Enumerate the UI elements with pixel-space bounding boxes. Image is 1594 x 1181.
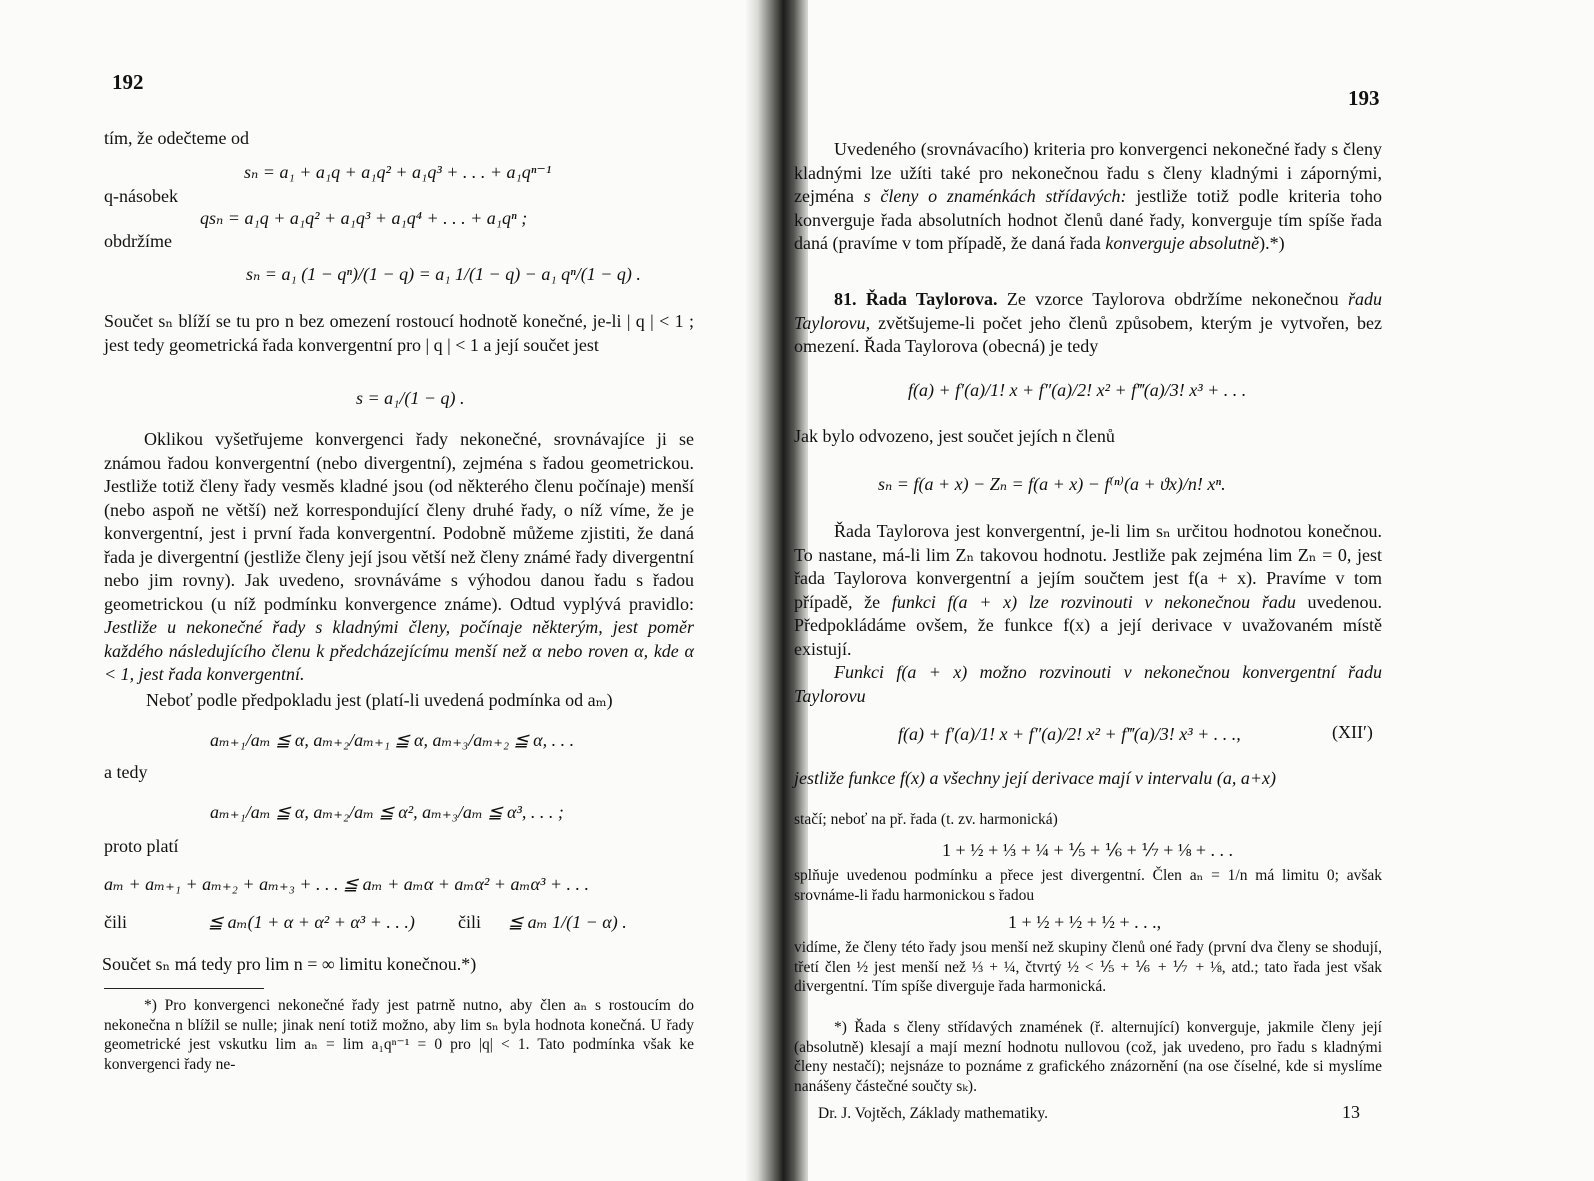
section-81 (794, 288, 1382, 359)
paragraph (794, 520, 1382, 708)
paragraph-text: zvětšujeme-li počet jeho členů způsobem, kterým je vytvořen, bez omezení. Řada Taylorova (obecná) je tedy (794, 312, 1382, 356)
inequality-row-1: aₘ₊₁/aₘ ≦ α, aₘ₊₂/aₘ₊₁ ≦ α, aₘ₊₃/aₘ₊₂ ≦ α, . . . (210, 730, 575, 750)
text-line: stačí; neboť na př. řada (t. zv. harmonická) (794, 811, 1058, 828)
equation-remainder: sₙ = f(a + x) − Zₙ = f(a + x) − f⁽ⁿ⁾(a + ϑx)/n! xⁿ. (878, 474, 1226, 494)
paragraph: splňuje uvedenou podmínku a přece jest divergentní. Člen aₙ = 1/n má limitu 0; avšak srovnáme-li řadu harmonickou s řadou (794, 867, 1382, 904)
paragraph (794, 138, 1382, 256)
footnote-divider (104, 988, 264, 989)
italic-phrase: s členy o znaménkách střídavých: (863, 186, 1127, 206)
paragraph-text: jestliže totiž podle kriteria toho konverguje řada absolutních hodnot členů dané řady, konverguje tím spíše řada daná (pravíme v tom případě, že daná řada (794, 186, 1383, 253)
paragraph-text: Uvedeného (srovnávacího) kriteria pro konvergenci nekonečné řady s členy kladnými lze užíti také pro nekonečnou řadu s členy kladnými i zápornými, zejména (794, 139, 1382, 206)
equation-cili-2: ≦ aₘ 1/(1 − α) . (508, 912, 627, 932)
equation-label: (XII′) (1332, 722, 1373, 742)
theorem-statement: Funkci f(a + x) možno rozvinouti v nekonečnou konvergentní řadu Taylorovu (794, 662, 1382, 706)
paragraph (104, 428, 694, 687)
page-number-left: 192 (112, 70, 144, 94)
equation-cili-1: ≦ aₘ(1 + α + α² + α³ + . . .) (208, 912, 415, 932)
equation-xii: f(a) + f′(a)/1! x + f″(a)/2! x² + f‴(a)/3! x³ + . . ., (898, 724, 1241, 744)
italic-phrase: funkci f(a + x) lze rozvinouti v nekonečnou řadu (891, 591, 1296, 612)
footnote (794, 1018, 1382, 1096)
paragraph-text: uvedenou. Předpokládáme ovšem, že funkce f(x) a její derivace v uvažovaném místě existují. (794, 591, 1383, 659)
label-cili: čili (104, 912, 127, 932)
text-line: Neboť podle předpokladu jest (platí-li uvedená podmínka od aₘ) (146, 690, 613, 710)
paragraph-text: Ze vzorce Taylorova obdržíme nekonečnou (1006, 289, 1339, 309)
italic-phrase: řadu Taylorovu, (794, 289, 1382, 333)
left-page (0, 0, 760, 1181)
equation-s: s = a₁/(1 − q) . (356, 388, 465, 408)
equation-qsn: qsₙ = a₁q + a₁q² + a₁q³ + a₁q⁴ + . . . + a₁qⁿ ; (200, 208, 528, 228)
paragraph-text: ).*) (1259, 233, 1285, 253)
text-line: Jak bylo odvozeno, jest součet jejích n členů (794, 426, 1115, 446)
text-line: Součet sₙ má tedy pro lim n = ∞ limitu konečnou.*) (102, 954, 477, 974)
footnote-text: *) Řada s členy střídavých znamének (ř. alternující) konverguje, jakmile členy její (absolutně) klesají a mají mezní hodnotu nullovou (což, jak uvedeno, pro řadu s kladnými členy nestačí); nejsnáze to poznáme z grafického znázornění (na ose číselné, kde si myslíme nanášeny částečné součty sₖ). (794, 1019, 1382, 1095)
page-number-right: 193 (1348, 86, 1380, 110)
footer-author: Dr. J. Vojtěch, Základy mathematiky. (818, 1105, 1049, 1122)
inequality-row-2: aₘ₊₁/aₘ ≦ α, aₘ₊₂/aₘ ≦ α², aₘ₊₃/aₘ ≦ α³, . . . ; (210, 802, 564, 822)
paragraph: Součet sₙ blíží se tu pro n bez omezení rostoucí hodnotě konečné, je-li | q | < 1 ; jest tedy geometrická řada konvergentní pro | q | < 1 a její součet jest (104, 311, 694, 355)
label-obdrzime: obdržíme (104, 231, 172, 251)
paragraph-text: Řada Taylorova jest konvergentní, je-li lim sₙ určitou hodnotou konečnou. To nastane, má-li lim Zₙ takovou hodnotu. Jestliže pak zejména lim Zₙ = 0, jest řada Taylorova konvergentní a jejím součtem jest f(a + x). Pravíme v tom případě, že (794, 521, 1382, 612)
equation-sn: sₙ = a₁ + a₁q + a₁q² + a₁q³ + . . . + a₁qⁿ⁻¹ (244, 162, 552, 182)
text-line: tím, že odečteme od (104, 128, 249, 148)
equation-harmonic: 1 + ½ + ⅓ + ¼ + ⅕ + ⅙ + ⅐ + ⅛ + . . . (942, 840, 1234, 860)
label-q-multiple: q-násobek (104, 186, 178, 206)
label-proto-plati: proto platí (104, 836, 179, 856)
footnote (104, 996, 694, 1074)
footer-sheet-number: 13 (1342, 1102, 1360, 1122)
paragraph-text: Oklikou vyšetřujeme konvergenci řady nekonečné, srovnávajíce ji se známou řadou konvergentní (nebo divergentní), zejména s řadou geometrickou. Jestliže totiž členy řady vesměs kladné jsou (od některého členu počínaje) menší (nebo aspoň ne větší) než korrespondující členy druhé řady, o níž víme, že je konvergentní, jest i první řada konvergentní. Podobně můžeme zjistiti, že daná řada je divergentní (jestliže členy její jsou větší než členy známé řady divergentní nebo jim rovny). Jak uvedeno, srovnáváme s výhodou danou řadu s řadou geometrickou (u níž podmínku konvergence známe). Odtud vyplývá pravidlo: (104, 429, 694, 614)
footnote-text: *) Pro konvergenci nekonečné řady jest patrně nutno, aby člen aₙ s rostoucím do nekonečna n blížil se nulle; jinak není totiž možno, aby lim sₙ byla hodnota konečná. U řady geometrické jest vskutku lim aₙ = lim a₁qⁿ⁻¹ = 0 pro |q| < 1. Tato podmínka však ke konvergenci řady ne- (104, 997, 694, 1073)
equation-sn-result: sₙ = a₁ (1 − qⁿ)/(1 − q) = a₁ 1/(1 − q) − a₁ qⁿ/(1 − q) . (246, 264, 641, 284)
theorem-condition: jestliže funkce f(x) a všechny její derivace mají v intervalu (a, a+x) (794, 768, 1276, 788)
section-title: Řada Taylorova. (865, 289, 998, 309)
label-cili: čili (458, 912, 481, 932)
equation-taylor: f(a) + f′(a)/1! x + f″(a)/2! x² + f‴(a)/3! x³ + . . . (908, 380, 1247, 400)
rule-statement: Jestliže u nekonečné řady s kladnými členy, počínaje některým, jest poměr každého následujícího členu k předcházejícímu menší než α nebo roven α, kde α < 1, jest řada konvergentní. (104, 617, 694, 684)
equation-sum: aₘ + aₘ₊₁ + aₘ₊₂ + aₘ₊₃ + . . . ≦ aₘ + aₘα + aₘα² + aₘα³ + . . . (104, 874, 589, 894)
italic-phrase: konverguje absolutně (1105, 233, 1260, 253)
paragraph: vidíme, že členy této řady jsou menší než skupiny členů oné řady (první dva členy se shodují, třetí člen ½ jest menší než ⅓ + ¼, čtvrtý ½ < ⅕ + ⅙ + ⅐ + ⅛, atd.; tato řada jest však divergentní. Tím spíše diverguje řada harmonická. (794, 939, 1382, 995)
right-page (794, 0, 1594, 1181)
equation-halves: 1 + ½ + ½ + ½ + . . ., (1008, 912, 1162, 932)
label-a-tedy: a tedy (104, 762, 148, 782)
section-number: 81. (834, 289, 857, 309)
